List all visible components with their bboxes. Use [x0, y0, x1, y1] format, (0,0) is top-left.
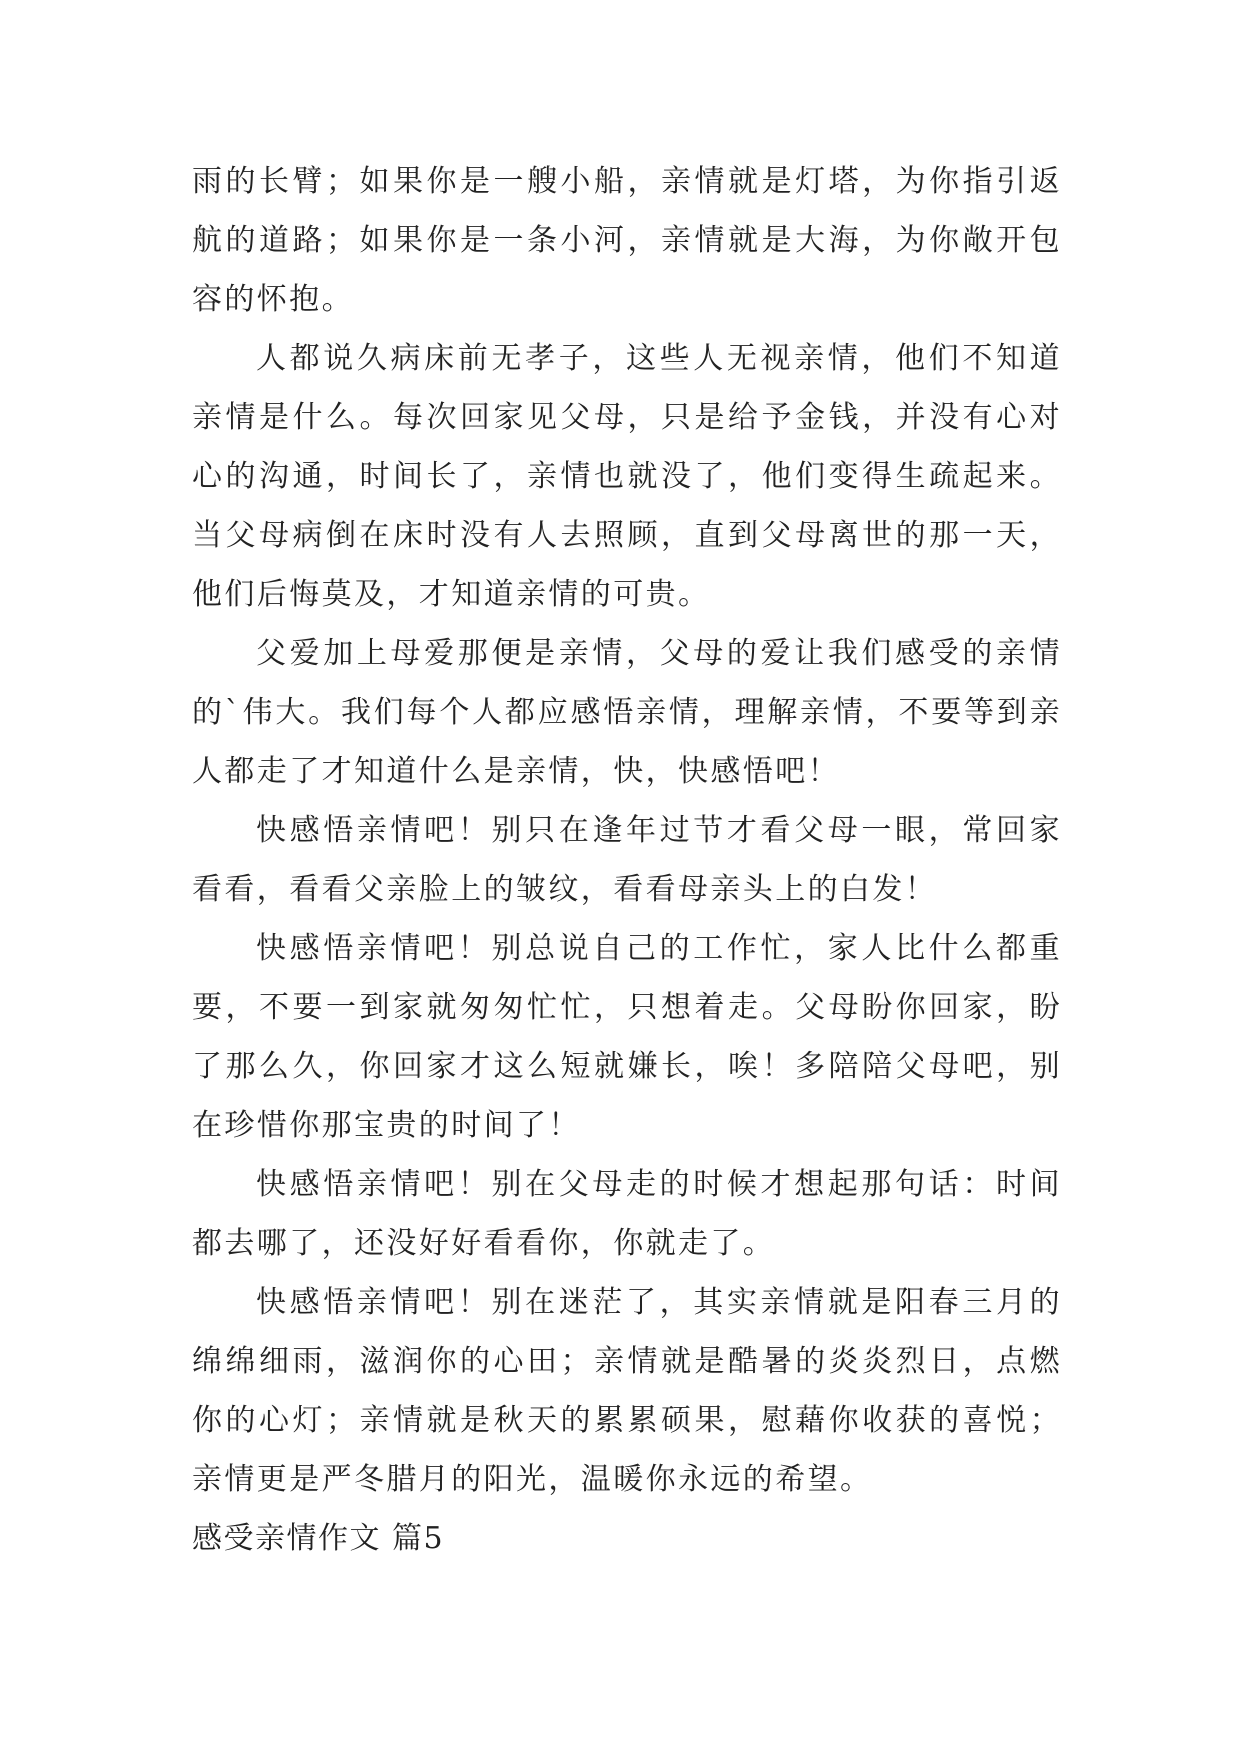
paragraph: 父爱加上母爱那便是亲情，父母的爱让我们感受的亲情的`伟大。我们每个人都应感悟亲情，理解亲情，不要等到亲人都走了才知道什么是亲情，快，快感悟吧！: [192, 636, 1062, 789]
section-heading: 感受亲情作文 篇5: [192, 1521, 445, 1556]
paragraph: 快感悟亲情吧！别只在逢年过节才看父母一眼，常回家看看，看看父亲脸上的皱纹，看看母亲头上的白发！: [192, 813, 1062, 907]
paragraph: 快感悟亲情吧！别在父母走的时候才想起那句话：时间都去哪了，还没好好看看你，你就走了。: [192, 1167, 1062, 1261]
paragraph: 快感悟亲情吧！别总说自己的工作忙，家人比什么都重要，不要一到家就匆匆忙忙，只想着走。父母盼你回家，盼了那么久，你回家才这么短就嫌长，唉！多陪陪父母吧，别在珍惜你那宝贵的时间了！: [192, 931, 1062, 1143]
paragraph: 人都说久病床前无孝子，这些人无视亲情，他们不知道亲情是什么。每次回家见父母，只是给予金钱，并没有心对心的沟通，时间长了，亲情也就没了，他们变得生疏起来。当父母病倒在床时没有人去照顾，直到父母离世的那一天，他们后悔莫及，才知道亲情的可贵。: [192, 341, 1062, 612]
article-body: [192, 152, 1062, 1568]
paragraph-continued: 雨的长臂；如果你是一艘小船，亲情就是灯塔，为你指引返航的道路；如果你是一条小河，亲情就是大海，为你敞开包容的怀抱。: [192, 164, 1062, 317]
paragraph: 快感悟亲情吧！别在迷茫了，其实亲情就是阳春三月的绵绵细雨，滋润你的心田；亲情就是酷暑的炎炎烈日，点燃你的心灯；亲情就是秋天的累累硕果，慰藉你收获的喜悦；亲情更是严冬腊月的阳光，温暖你永远的希望。: [192, 1285, 1062, 1497]
